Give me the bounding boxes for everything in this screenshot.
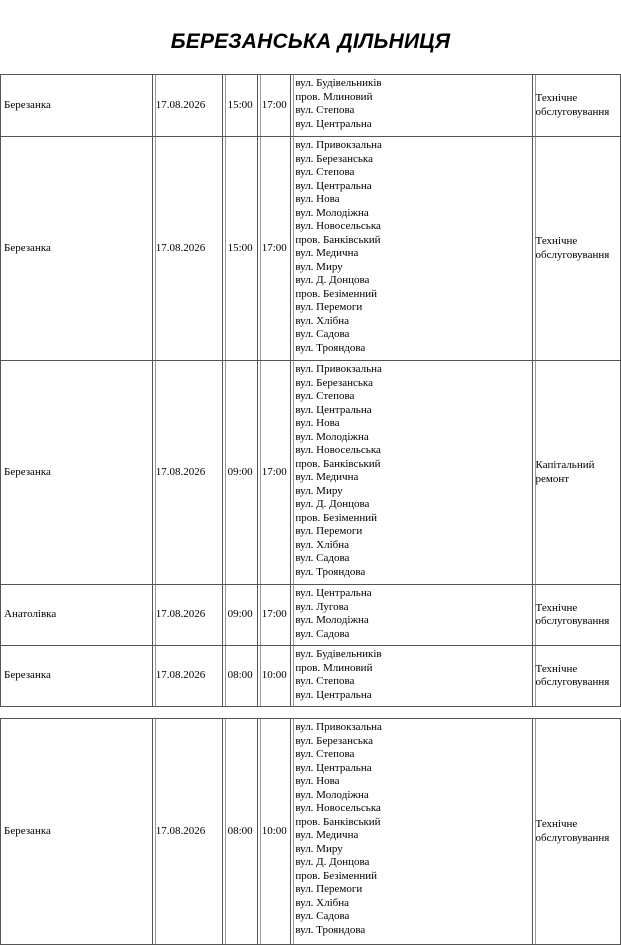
street-item: вул. Березанська — [295, 152, 373, 165]
work-type-line: обслуговування — [535, 248, 610, 261]
date-cell: 17.08.2026 — [152, 75, 222, 137]
location-cell: Березанка — [1, 646, 153, 707]
street-item: вул. Миру — [295, 260, 343, 273]
table-row — [1, 719, 621, 945]
work-type-line: обслуговування — [535, 615, 610, 627]
start-time-cell: 15:00 — [223, 137, 258, 361]
date-cell: 17.08.2026 — [152, 137, 222, 361]
street-item: вул. Медична — [295, 829, 359, 841]
work-type-line: ремонт — [535, 472, 570, 485]
street-item: вул. Миру — [295, 484, 343, 497]
schedule-table-body — [1, 719, 621, 945]
street-item: вул. Степова — [295, 166, 355, 178]
street-item: пров. Млиновий — [295, 90, 373, 103]
date-cell: 17.08.2026 — [152, 361, 222, 585]
street-item: вул. Нова — [295, 775, 340, 787]
table-row — [1, 646, 621, 707]
schedule-table-body — [1, 75, 621, 707]
street-item: вул. Д. Донцова — [295, 498, 370, 510]
table-row — [1, 137, 621, 361]
street-item: вул. Перемоги — [295, 883, 363, 895]
start-time-cell: 09:00 — [223, 361, 258, 585]
street-item: вул. Трояндова — [295, 923, 366, 936]
work-type-line: Технічне — [535, 92, 578, 104]
street-item: вул. Молодіжна — [295, 430, 369, 443]
work-type-line: Технічне — [535, 818, 578, 830]
streets-cell — [291, 646, 532, 707]
street-item: вул. Привокзальна — [295, 363, 382, 375]
end-time-cell: 17:00 — [258, 75, 291, 137]
street-item: вул. Хлібна — [295, 896, 350, 909]
end-time-cell: 17:00 — [258, 361, 291, 585]
street-item: вул. Березанська — [295, 376, 373, 389]
street-item: вул. Хлібна — [295, 538, 350, 551]
street-item: вул. Будівельників — [295, 77, 382, 89]
work-type-line: Технічне — [535, 662, 578, 675]
work-type-line: обслуговування — [535, 831, 610, 844]
work-type-line: Технічне — [535, 235, 578, 247]
street-item: вул. Центральна — [295, 761, 372, 774]
street-item: вул. Нова — [295, 417, 340, 429]
street-item: вул. Трояндова — [295, 565, 366, 578]
street-item: вул. Лугова — [295, 600, 349, 613]
street-item: пров. Безіменний — [295, 287, 378, 300]
street-item: вул. Новосельська — [295, 802, 381, 814]
streets-cell — [291, 585, 532, 646]
street-item: вул. Миру — [295, 842, 343, 855]
street-item: пров. Млиновий — [295, 661, 373, 674]
street-item: вул. Центральна — [295, 117, 372, 130]
street-item: пров. Банківський — [295, 457, 381, 470]
street-item: вул. Садова — [295, 627, 350, 640]
location-cell: Березанка — [1, 137, 153, 361]
schedule-table — [0, 718, 621, 945]
end-time-cell: 17:00 — [258, 585, 291, 646]
page-title: БЕРЕЗАНСЬКА ДІЛЬНИЦЯ — [170, 30, 451, 53]
work-type-cell — [532, 585, 620, 646]
date-cell: 17.08.2026 — [152, 585, 222, 646]
street-item: вул. Центральна — [295, 688, 372, 701]
work-type-cell — [532, 719, 620, 945]
street-item: пров. Безіменний — [295, 869, 378, 882]
start-time-cell: 08:00 — [223, 646, 258, 707]
street-item: пров. Банківський — [295, 815, 381, 828]
location-cell: Березанка — [1, 75, 153, 137]
work-type-cell — [532, 361, 620, 585]
street-item: вул. Молодіжна — [295, 206, 369, 219]
street-item: вул. Привокзальна — [295, 139, 382, 151]
street-item: вул. Медична — [295, 247, 359, 259]
start-time-cell: 09:00 — [223, 585, 258, 646]
street-item: вул. Трояндова — [295, 341, 366, 354]
date-cell: 17.08.2026 — [152, 646, 222, 707]
work-type-line: Технічне — [535, 601, 578, 614]
start-time-cell: 15:00 — [223, 75, 258, 137]
table-row — [1, 585, 621, 646]
streets-cell — [291, 361, 532, 585]
work-type-cell — [532, 137, 620, 361]
street-item: вул. Перемоги — [295, 525, 363, 537]
streets-cell — [291, 719, 532, 945]
work-type-cell — [532, 646, 620, 707]
street-item: вул. Будівельників — [295, 648, 382, 660]
street-item: вул. Д. Донцова — [295, 856, 370, 868]
location-cell: Березанка — [1, 719, 153, 945]
end-time-cell: 17:00 — [258, 137, 291, 361]
street-item: вул. Степова — [295, 104, 355, 116]
end-time-cell: 10:00 — [258, 719, 291, 945]
street-item: вул. Перемоги — [295, 301, 363, 313]
schedule-table — [0, 74, 621, 707]
table-row — [1, 75, 621, 137]
street-item: вул. Центральна — [295, 403, 372, 416]
street-item: пров. Банківський — [295, 233, 381, 246]
street-item: вул. Молодіжна — [295, 788, 369, 801]
street-item: вул. Садова — [295, 328, 350, 340]
street-item: вул. Садова — [295, 552, 350, 564]
street-item: вул. Центральна — [295, 179, 372, 192]
work-type-line: обслуговування — [535, 105, 610, 118]
work-type-line: Капітальний — [535, 459, 595, 471]
table-row — [1, 361, 621, 585]
street-item: вул. Степова — [295, 675, 355, 687]
street-item: вул. Новосельська — [295, 444, 381, 456]
street-item: вул. Березанська — [295, 734, 373, 747]
street-item: вул. Нова — [295, 193, 340, 205]
work-type-line: обслуговування — [535, 676, 610, 688]
street-item: вул. Хлібна — [295, 314, 350, 327]
street-item: вул. Степова — [295, 390, 355, 402]
street-item: вул. Медична — [295, 471, 359, 483]
street-item: пров. Безіменний — [295, 511, 378, 524]
street-item: вул. Д. Донцова — [295, 274, 370, 286]
street-item: вул. Молодіжна — [295, 614, 369, 626]
location-cell: Березанка — [1, 361, 153, 585]
streets-cell — [291, 137, 532, 361]
street-item: вул. Садова — [295, 910, 350, 922]
end-time-cell: 10:00 — [258, 646, 291, 707]
start-time-cell: 08:00 — [223, 719, 258, 945]
street-item: вул. Новосельська — [295, 220, 381, 232]
date-cell: 17.08.2026 — [152, 719, 222, 945]
location-cell: Анатолівка — [1, 585, 153, 646]
street-item: вул. Степова — [295, 748, 355, 760]
street-item: вул. Центральна — [295, 587, 372, 599]
work-type-cell — [532, 75, 620, 137]
streets-cell — [291, 75, 532, 137]
street-item: вул. Привокзальна — [295, 721, 382, 733]
